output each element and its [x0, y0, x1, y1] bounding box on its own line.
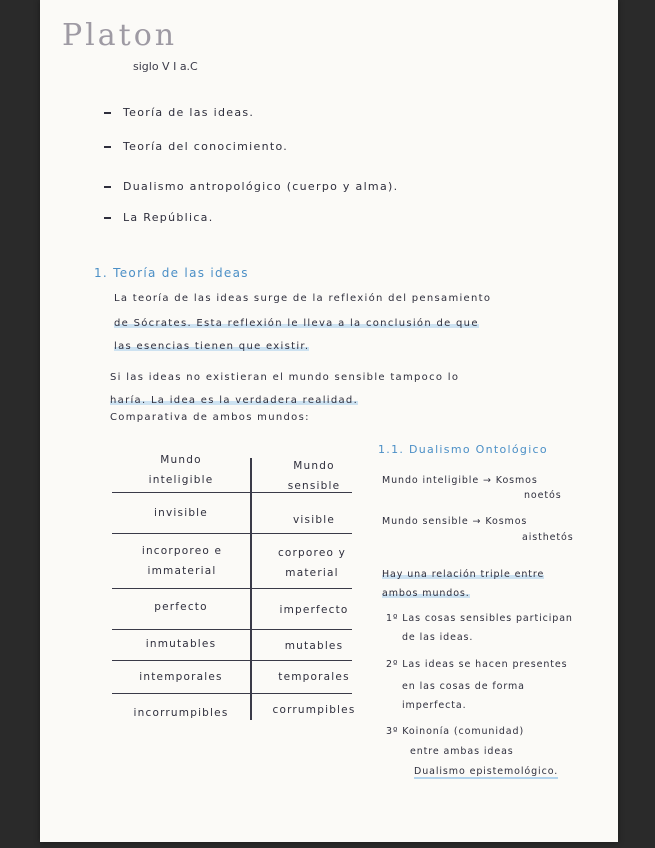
note-line: Hay una relación triple entre [382, 569, 545, 580]
note-line: Mundo sensible → Kosmos [382, 516, 528, 527]
note-line: entre ambas ideas [410, 746, 514, 757]
table-cell: inmutables [145, 638, 217, 650]
paragraph-line: las esencias tienen que existir. [114, 341, 310, 352]
bullet-item: Dualismo antropológico (cuerpo y alma). [104, 180, 398, 193]
section-heading: 1. Teoría de las ideas [94, 266, 249, 280]
paragraph-line: haría. La idea es la verdadera realidad. [110, 395, 359, 406]
table-cell: temporales [278, 671, 350, 683]
note-line: en las cosas de forma [402, 681, 525, 692]
note-line: 3º Koinonía (comunidad) [386, 726, 525, 737]
bullet-item: Teoría de las ideas. [104, 106, 254, 119]
table-cell: corporeo y material [277, 547, 347, 579]
paragraph-line: La teoría de las ideas surge de la reflexión del pensamiento [114, 293, 492, 304]
note-line: Mundo inteligible → Kosmos [382, 475, 538, 486]
table-rule [112, 588, 352, 589]
table-cell: intemporales [139, 671, 223, 683]
notebook-page [40, 0, 618, 842]
table-rule [112, 533, 352, 534]
page-subtitle: siglo V I a.C [133, 60, 198, 73]
note-line: aisthetós [522, 532, 574, 543]
note-line: de las ideas. [402, 632, 474, 643]
table-cell: incorporeo e immaterial [141, 545, 223, 577]
note-line: imperfecta. [402, 700, 467, 711]
subsection-heading: 1.1. Dualismo Ontológico [378, 443, 548, 456]
note-line: ambos mundos. [382, 588, 470, 599]
paragraph-line: de Sócrates. Esta reflexión le lleva a la conclusión de que [114, 318, 479, 329]
table-rule [112, 629, 352, 630]
table-header: Mundo sensible [287, 460, 341, 492]
table-rule [112, 693, 352, 694]
table-cell: mutables [284, 640, 344, 652]
table-cell: invisible [154, 507, 208, 519]
table-cell: imperfecto [279, 604, 349, 616]
table-divider [250, 458, 252, 720]
note-line: 1º Las cosas sensibles participan [386, 613, 573, 624]
bullet-item: Teoría del conocimiento. [104, 140, 288, 153]
paragraph-line: Comparativa de ambos mundos: [110, 412, 310, 423]
bullet-item: La República. [104, 211, 214, 224]
page-title: Platon [62, 18, 178, 53]
note-line: Dualismo epistemológico. [414, 766, 559, 777]
table-cell: corrumpibles [272, 704, 356, 716]
table-cell: incorrumpibles [133, 707, 229, 719]
table-cell: visible [293, 514, 335, 526]
table-header: Mundo inteligible [148, 454, 214, 486]
table-rule [112, 660, 352, 661]
note-line: noetós [524, 490, 562, 501]
table-cell: perfecto [154, 601, 208, 613]
paragraph-line: Si las ideas no existieran el mundo sensible tampoco lo [110, 372, 460, 383]
note-line: 2º Las ideas se hacen presentes [386, 659, 568, 670]
